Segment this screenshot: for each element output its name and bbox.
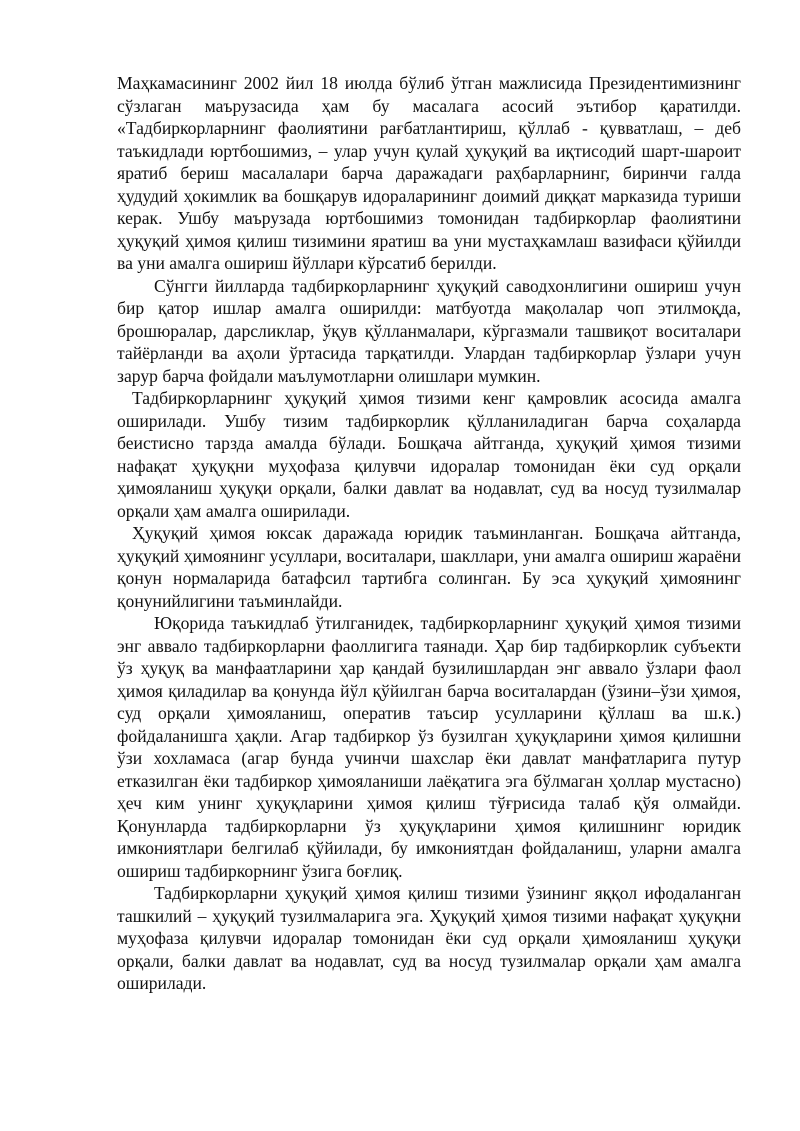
paragraph-4: Ҳуқуқий ҳимоя юксак даражада юридик таъминланган. Бошқача айтганда, ҳуқуқий ҳимоянинг усуллари, воситалари, шакллари, уни амалга ошириш жараёни қонун нормаларида батафсил тартибга солинган. Бу эса ҳуқуқий ҳимоянинг қонунийлигини таъминлайди. <box>117 523 741 611</box>
paragraph-6: Тадбиркорларни ҳуқуқий ҳимоя қилиш тизими ўзининг яққол ифодаланган ташкилий – ҳуқуқий тузилмаларига эга. Ҳуқуқий ҳимоя тизими нафақат ҳуқуқни муҳофаза қилувчи идоралар томонидан ёки суд орқали ҳимояланиш ҳуқуқи орқали, балки давлат ва нодавлат, суд ва носуд тузилмалар орқали ҳам амалга оширилади. <box>117 883 741 993</box>
paragraph-1: Маҳкамасининг 2002 йил 18 июлда бўлиб ўтган мажлисида Президентимизнинг сўзлаган маърузасида ҳам бу масалага асосий эътибор қаратилди. «Тадбиркорларнинг фаолиятини рағбатлантириш, қўллаб - қувватлаш, – деб таъкидлади юртбошимиз, – улар учун қулай ҳуқуқий ва иқтисодий шарт-шароит яратиб бериш масалалари барча даражадаги раҳбарларнинг, биринчи галда ҳудудий ҳокимлик ва бошқарув идораларининг доимий диққат марказида туриши керак. Ушбу маърузада юртбошимиз томонидан тадбиркорлар фаолиятини ҳуқуқий ҳимоя қилиш тизимини яратиш ва уни мустаҳкамлаш вазифаси қўйилди ва уни амалга ошириш йўллари кўрсатиб берилди. <box>117 73 741 273</box>
paragraph-3: Тадбиркорларнинг ҳуқуқий ҳимоя тизими кенг қамровлик асосида амалга оширилади. Ушбу тизим тадбиркорлик қўлланиладиган барча соҳаларда беистисно тарзда амалда бўлади. Бошқача айтганда, ҳуқуқий ҳимоя тизими нафақат ҳуқуқни муҳофаза қилувчи идоралар томонидан ёки суд орқали ҳимояланиш ҳуқуқи орқали, балки давлат ва нодавлат, суд ва носуд тузилмалар орқали ҳам амалга оширилади. <box>117 388 741 521</box>
paragraph-5: Юқорида таъкидлаб ўтилганидек, тадбиркорларнинг ҳуқуқий ҳимоя тизими энг аввало тадбиркорларни фаоллигига таянади. Ҳар бир тадбиркорлик субъекти ўз ҳуқуқ ва манфаатларини ҳар қандай бузилишлардан энг аввало ўзлари фаол ҳимоя қиладилар ва қонунда йўл қўйилган барча воситалардан (ўзини–ўзи ҳимоя, суд орқали ҳимояланиш, оператив таъсир усулларини қўллаш ва ш.к.) фойдаланишга ҳақли. Агар тадбиркор ўз бузилган ҳуқуқларини ҳимоя қилишни ўзи хохламаса (агар бунда учинчи шахслар ёки давлат манфатларига путур етказилган ёки тадбиркор ҳимояланиши лаёқатига эга бўлмаган ҳоллар мустасно) ҳеч ким унинг ҳуқуқларини ҳимоя қилиш тўғрисида талаб қўя олмайди. Қонунларда тадбиркорларни ўз ҳуқуқларини ҳимоя қилишнинг юридик имкониятлари белгилаб қўйилади, бу имкониятдан фойдаланиш, уларни амалга ошириш тадбиркорнинг ўзига боғлиқ. <box>117 613 741 881</box>
document-page <box>117 72 741 995</box>
paragraph-2: Сўнгги йилларда тадбиркорларнинг ҳуқуқий саводхонлигини ошириш учун бир қатор ишлар амалга оширилди: матбуотда мақолалар чоп этилмоқда, брошюралар, дарсликлар, ўқув қўлланмалари, кўргазмали ташвиқот воситалари тайёрланди ва аҳоли ўртасида тарқатилди. Улардан тадбиркорлар ўзлари учун зарур барча фойдали маълумотларни олишлари мумкин. <box>117 275 741 386</box>
